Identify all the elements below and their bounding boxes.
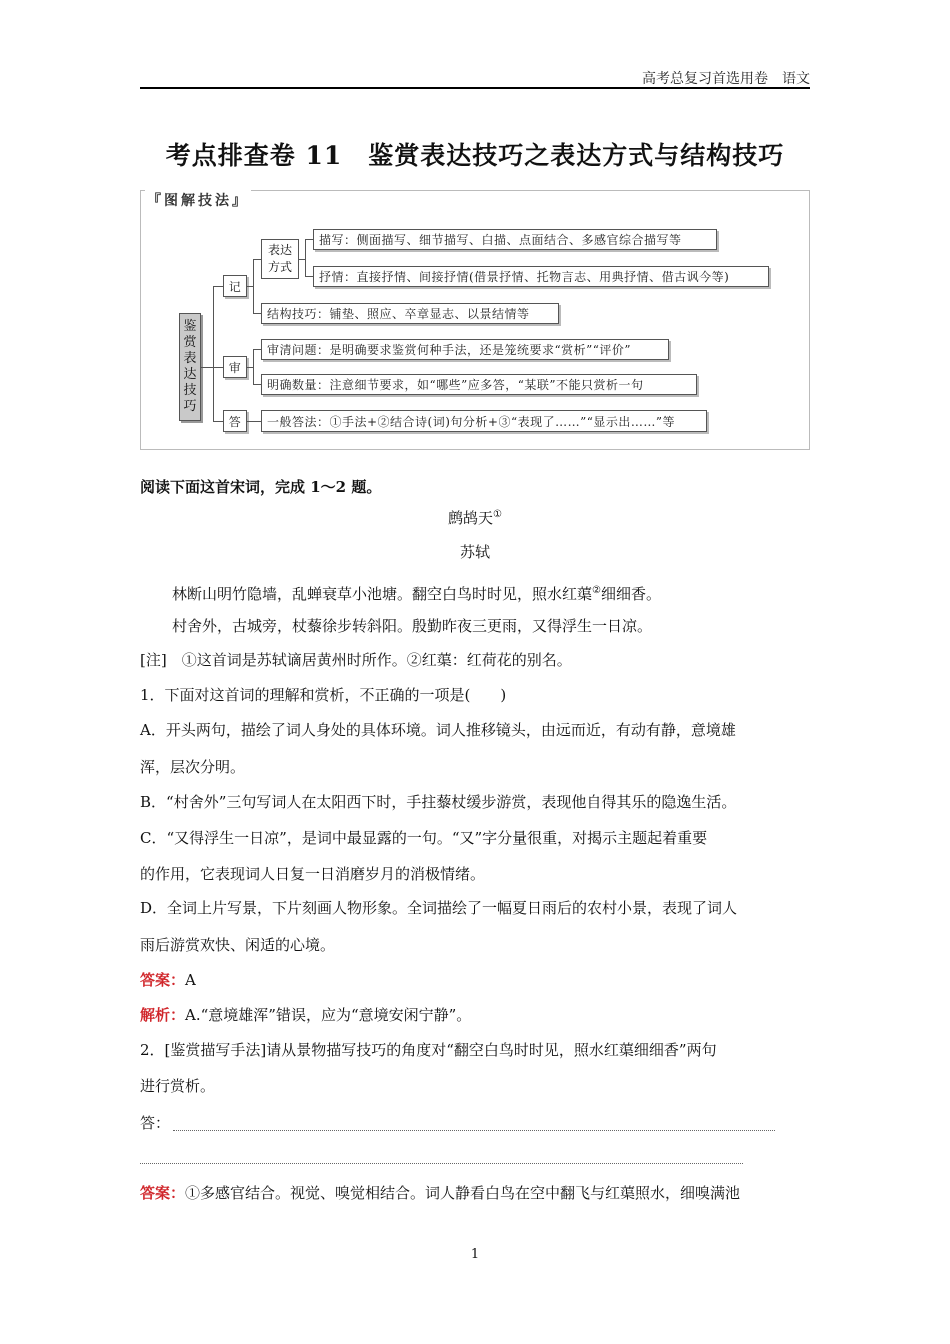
answer-value: A <box>185 971 196 989</box>
connector <box>253 313 261 314</box>
shenqing-box: 审清问题：是明确要求鉴赏何种手法，还是笼统要求“赏析”“评价” <box>261 339 669 360</box>
connector <box>253 259 254 314</box>
root-char: 鉴 <box>183 319 197 334</box>
diagram-heading: 『图解技法』 <box>145 190 251 210</box>
poem-line: 村舍外，古城旁，杖藜徐步转斜阳。殷勤昨夜三更雨，又得浮生一日凉。 <box>172 617 653 635</box>
connector <box>201 367 213 368</box>
footnote-marker: ① <box>493 509 502 520</box>
root-char: 技 <box>183 383 197 398</box>
answer-blank-line[interactable] <box>173 1130 775 1131</box>
footnote-marker: ② <box>592 585 601 596</box>
connector <box>253 259 261 260</box>
answer-label: 答案： <box>140 1184 186 1202</box>
expression-methods-line: 表达 <box>267 243 292 257</box>
page-title: 考点排查卷 11 鉴赏表达技巧之表达方式与结构技巧 <box>165 141 785 170</box>
q1-option-b: B．“村舍外”三句写词人在太阳西下时，手拄藜杖缓步游赏，表现他自得其乐的隐逸生活。 <box>140 793 737 811</box>
header-text: 高考总复习首选用卷 语文 <box>642 71 810 87</box>
shuqing-box: 抒情：直接抒情、间接抒情(借景抒情、托物言志、用典抒情、借古讽今等) <box>313 266 769 287</box>
poem-line-text: 林断山明竹隐墙，乱蝉衰草小池塘。翻空白鸟时时见，照水红蕖 <box>172 585 593 603</box>
q2-stem-cont: 进行赏析。 <box>140 1077 216 1095</box>
category-ji: 记 <box>223 275 247 297</box>
expression-methods-line: 方式 <box>267 260 292 274</box>
q1-option-d: D．全词上片写景，下片刻画人物形象。全词描绘了一幅夏日雨后的农村小景，表现了词人 <box>140 899 738 917</box>
jiegou-box: 结构技巧：铺垫、照应、卒章显志、以景结情等 <box>261 303 559 324</box>
connector <box>213 367 223 368</box>
poem-title <box>0 507 950 528</box>
q1-answer <box>140 963 812 997</box>
connector <box>305 239 306 277</box>
header-rule <box>140 87 810 89</box>
q2-answer-prompt: 答： <box>140 1114 171 1132</box>
miaoxie-box: 描写：侧面描写、细节描写、白描、点面结合、多感官综合描写等 <box>313 229 717 250</box>
q1-stem: 1．下面对这首词的理解和赏析，不正确的一项是( ) <box>140 686 507 704</box>
diagram-root <box>179 313 201 421</box>
answer-text: ①多感官结合。视觉、嗅觉相结合。词人静看白鸟在空中翻飞与红蕖照水，细嗅满池 <box>185 1184 741 1202</box>
technique-diagram <box>140 190 810 450</box>
connector <box>247 421 261 422</box>
connector <box>213 286 214 422</box>
analysis-label: 解析： <box>140 1006 186 1024</box>
q1-option-d-cont: 雨后游赏欢快、闲适的心境。 <box>140 936 336 954</box>
category-shen: 审 <box>223 356 247 378</box>
poem-note <box>140 643 812 677</box>
connector <box>253 349 261 350</box>
category-da: 答 <box>223 410 247 432</box>
root-char: 表 <box>183 351 197 366</box>
q1-option-c: C．“又得浮生一日凉”，是词中最显露的一句。“又”字分量很重，对揭示主题起着重要 <box>140 829 708 847</box>
connector <box>305 239 313 240</box>
q1-option-a-cont: 浑，层次分明。 <box>140 758 246 776</box>
intro-text: 阅读下面这首宋词，完成 1～2 题。 <box>140 478 382 496</box>
connector <box>213 286 223 287</box>
q1-analysis <box>140 998 812 1032</box>
root-char: 达 <box>183 367 197 382</box>
root-char: 巧 <box>183 399 197 414</box>
connector <box>305 276 313 277</box>
poem-title-text: 鹧鸪天 <box>448 509 494 527</box>
answer-blank-line[interactable] <box>140 1163 743 1164</box>
connector <box>253 349 254 385</box>
dafa-box: 一般答法：①手法+②结合诗(词)句分析+③“表现了……”“显示出……”等 <box>261 410 707 432</box>
connector <box>253 384 261 385</box>
q2-stem: 2．[鉴赏描写手法]请从景物描写技巧的角度对“翻空白鸟时时见，照水红蕖细细香”两句 <box>140 1041 717 1059</box>
connector <box>213 421 223 422</box>
note-text: ①这首词是苏轼谪居黄州时所作。②红蕖：红荷花的别名。 <box>181 651 572 669</box>
expression-methods-box <box>261 239 299 279</box>
q2-answer <box>140 1176 812 1210</box>
analysis-text: A.“意境雄浑”错误，应为“意境安闲宁静”。 <box>185 1006 472 1024</box>
note-label: [注] <box>140 651 167 669</box>
q1-option-a: A．开头两句，描绘了词人身处的具体环境。词人推移镜头，由远而近，有动有静，意境雄 <box>140 721 736 739</box>
poem-author: 苏轼 <box>459 543 490 561</box>
poem-line-text: 细细香。 <box>600 585 661 603</box>
root-char: 赏 <box>183 335 197 350</box>
answer-label: 答案： <box>140 971 186 989</box>
shuliang-box: 明确数量：注意细节要求，如“哪些”应多答，“某联”不能只赏析一句 <box>261 374 697 395</box>
page-number: 1 <box>470 1247 480 1262</box>
poem-line <box>140 574 812 611</box>
q1-option-c-cont: 的作用，它表现词人日复一日消磨岁月的消极情绪。 <box>140 865 486 883</box>
